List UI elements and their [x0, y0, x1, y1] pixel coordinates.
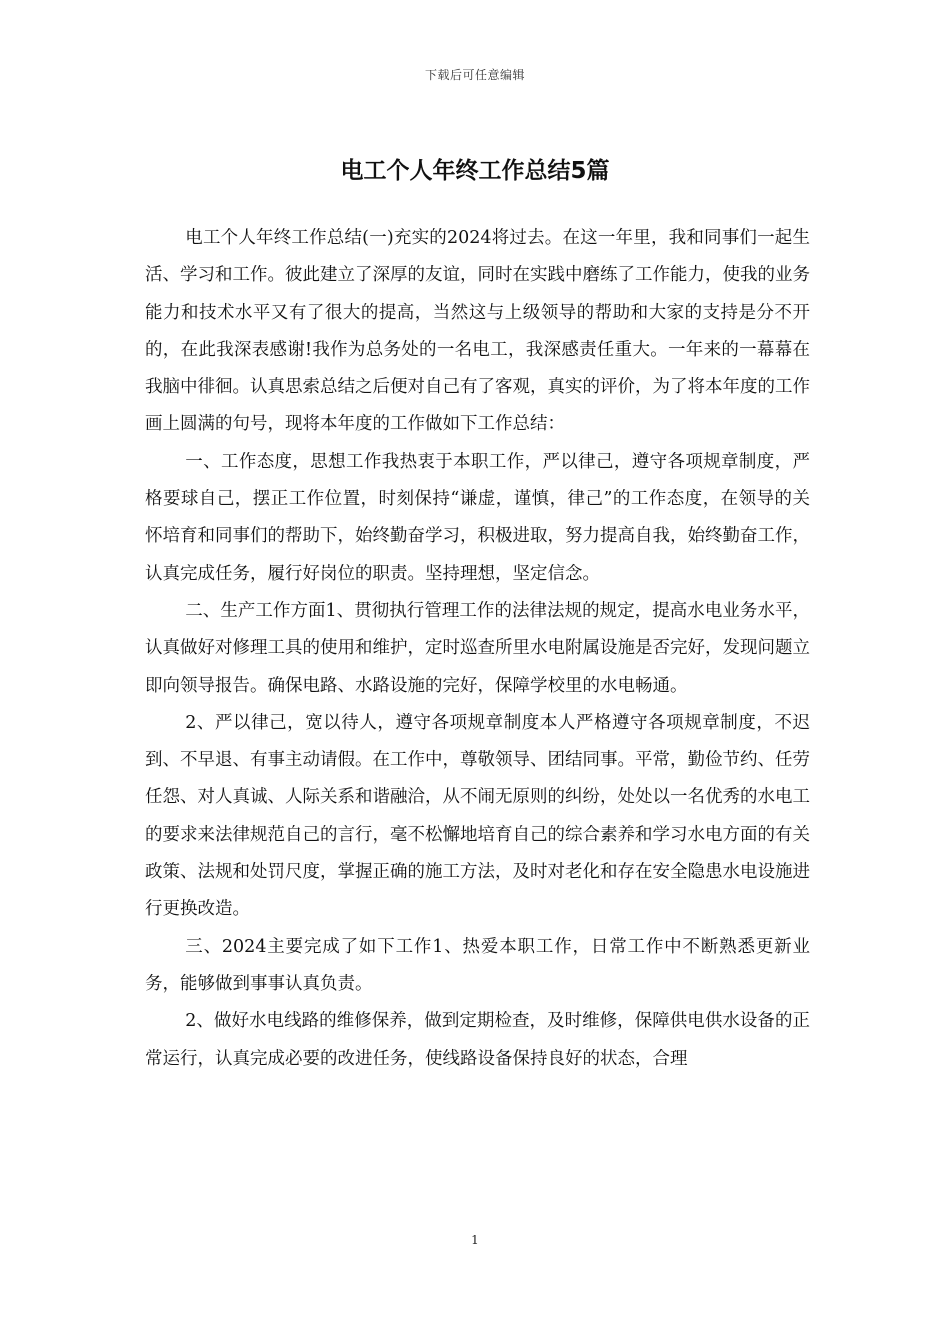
paragraph: 2、严以律己，宽以待人，遵守各项规章制度本人严格遵守各项规章制度，不迟到、不早退、有事主动请假。在工作中，尊敬领导、团结同事。平常，勤俭节约、任劳任怨、对人真诚、人际关系和谐融洽，从不闹无原则的纠纷，处处以一名优秀的水电工的要求来法律规范自己的言行，毫不松懈地培育自己的综合素养和学习水电方面的有关政策、法规和处罚尺度，掌握正确的施工方法，及时对老化和存在安全隐患水电设施进行更换改造。: [145, 712, 810, 920]
paragraph: 三、2024主要完成了如下工作1、热爱本职工作，日常工作中不断熟悉更新业务，能够做到事事认真负责。: [145, 936, 810, 994]
paragraph: 2、做好水电线路的维修保养，做到定期检查，及时维修，保障供电供水设备的正常运行，认真完成必要的改进任务，使线路设备保持良好的状态，合理: [145, 1011, 810, 1069]
paragraph: 二、生产工作方面1、贯彻执行管理工作的法律法规的规定，提高水电业务水平，认真做好对修理工具的使用和维护，定时巡查所里水电附属设施是否完好，发现问题立即向领导报告。确保电路、水路设施的完好，保障学校里的水电畅通。: [145, 600, 810, 696]
paragraph: 一、工作态度，思想工作我热衷于本职工作，严以律己，遵守各项规章制度，严格要球自己，摆正工作位置，时刻保持“谦虚，谨慎，律己”的工作态度，在领导的关怀培育和同事们的帮助下，始终勤奋学习，积极进取，努力提高自我，始终勤奋工作，认真完成任务，履行好岗位的职责。坚持理想，坚定信念。: [145, 451, 810, 584]
header-note: 下载后可任意编辑: [424, 68, 525, 82]
page-number: 1: [471, 1233, 479, 1247]
paragraph: 电工个人年终工作总结(一)充实的2024将过去。在这一年里，我和同事们一起生活、学习和工作。彼此建立了深厚的友谊，同时在实践中磨练了工作能力，使我的业务能力和技术水平又有了很大的提高，当然这与上级领导的帮助和大家的支持是分不开的，在此我深表感谢!我作为总务处的一名电工，我深感责任重大。一年来的一幕幕在我脑中徘徊。认真思索总结之后便对自己有了客观，真实的评价，为了将本年度的工作画上圆满的句号，现将本年度的工作做如下工作总结：: [145, 228, 810, 435]
document-title: 电工个人年终工作总结5篇: [340, 158, 610, 184]
document-body: [145, 220, 810, 1078]
